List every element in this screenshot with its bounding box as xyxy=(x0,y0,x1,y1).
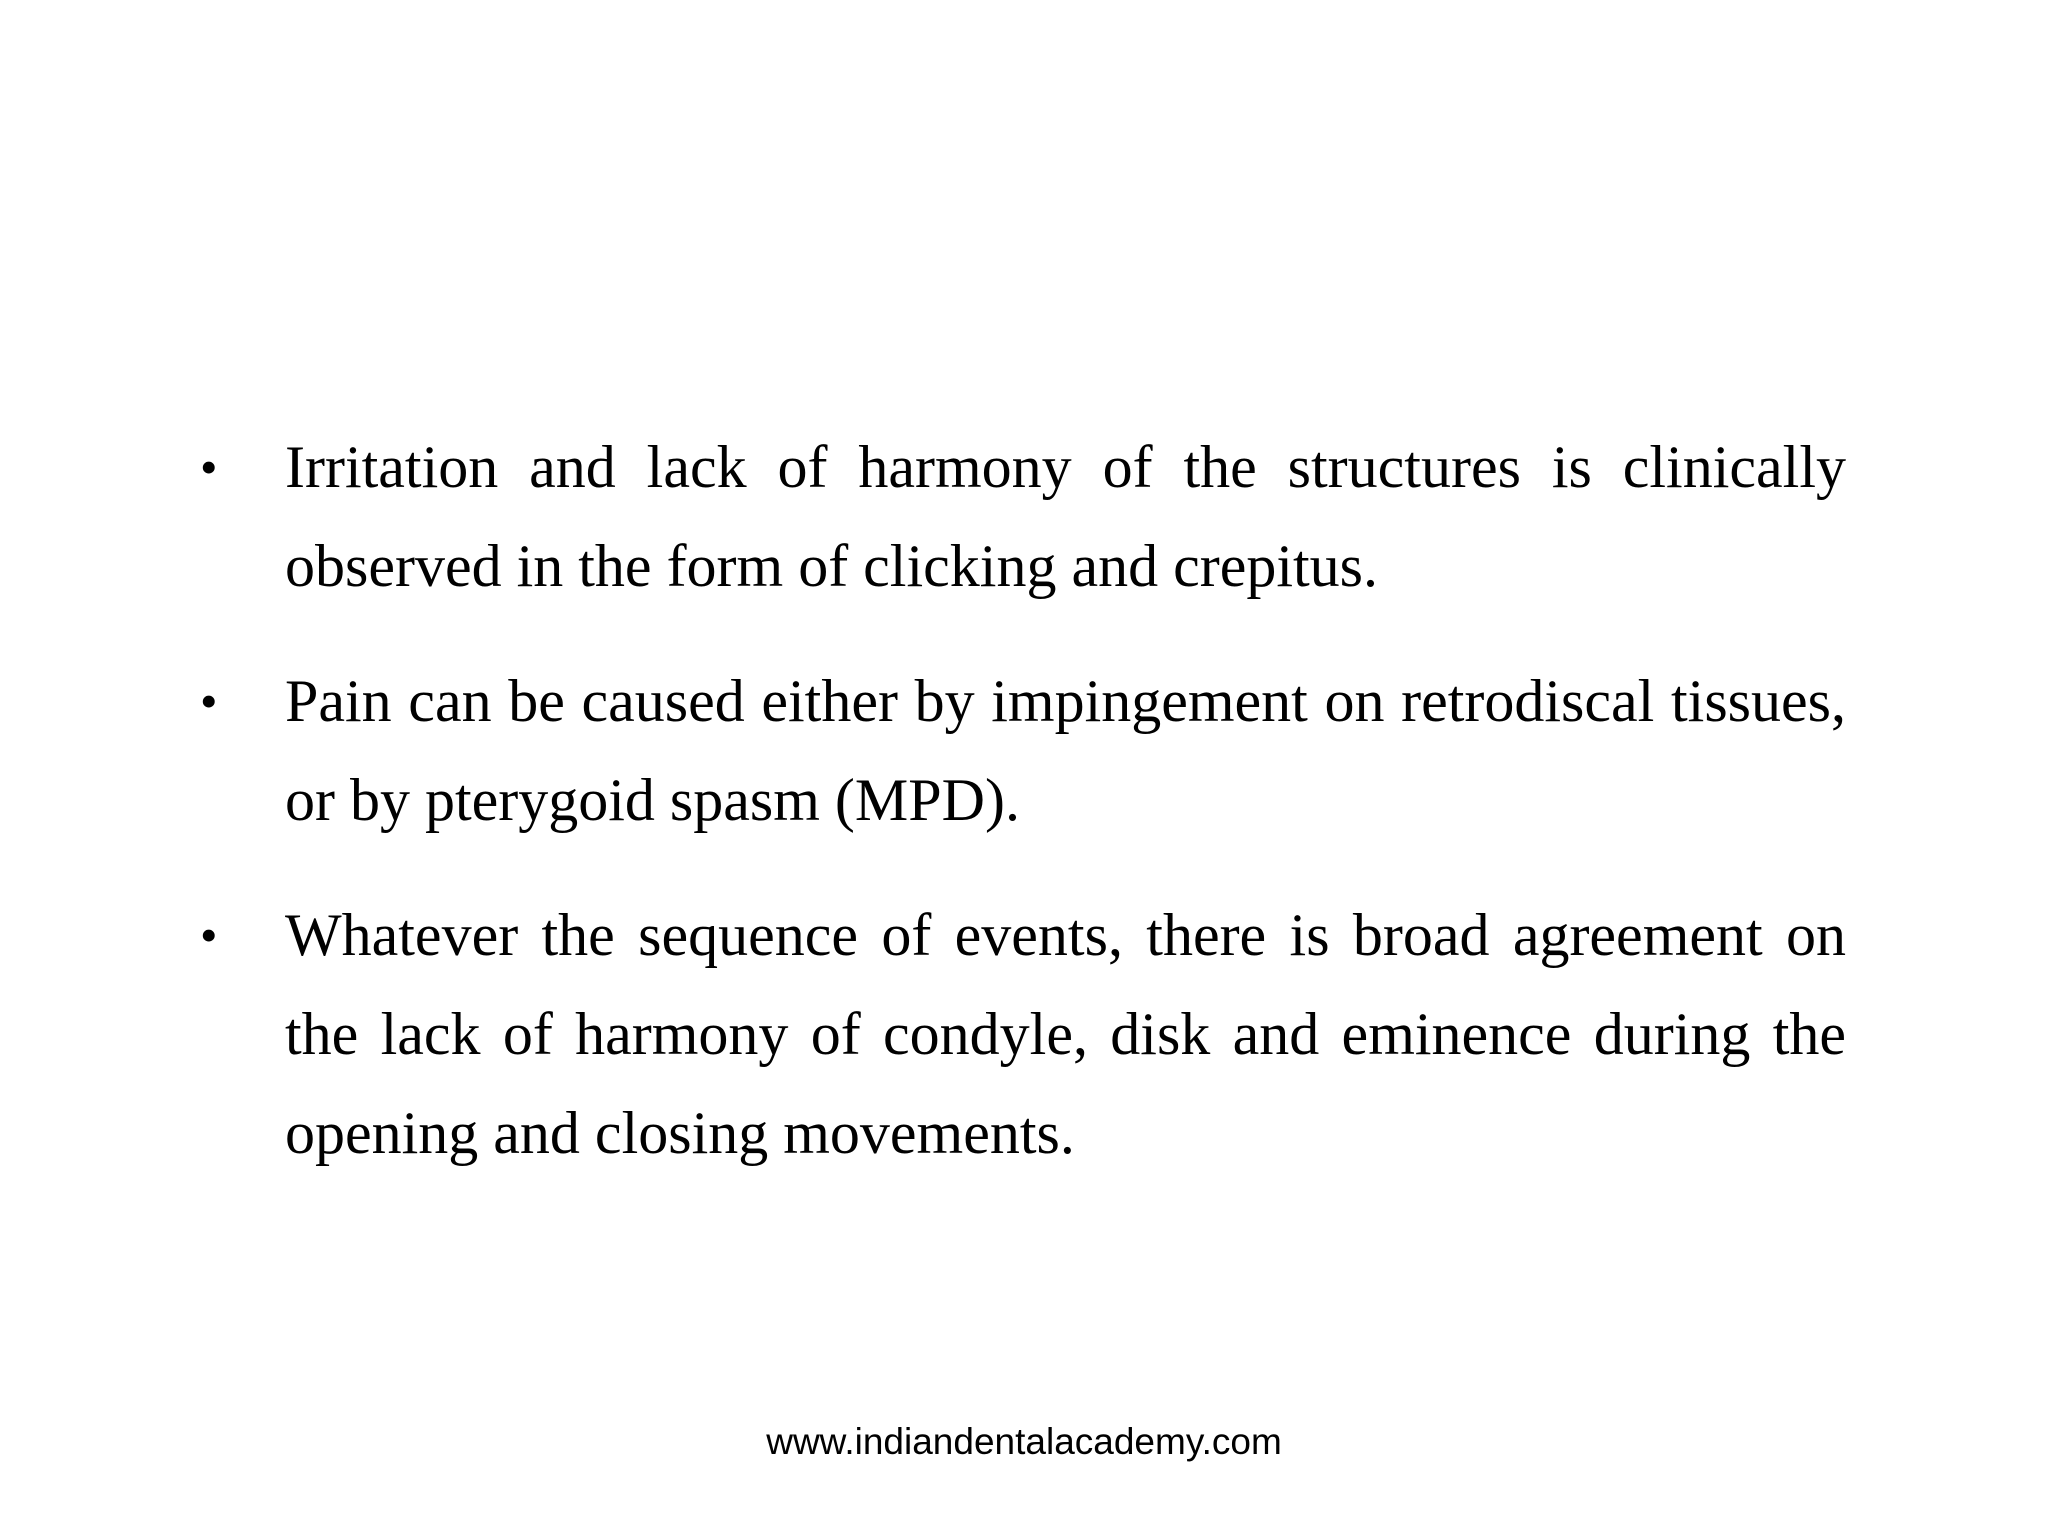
footer-url: www.indiandentalacademy.com xyxy=(766,1421,1282,1462)
bullet-icon: • xyxy=(200,673,218,729)
bullet-item xyxy=(200,418,1846,616)
bullet-icon: • xyxy=(200,907,218,963)
bullet-item xyxy=(200,652,1846,850)
bullet-text: Whatever the sequence of events, there is broad agreement on the lack of harmony of condyle, disk and eminence during the opening and closing movements. xyxy=(285,902,1846,1166)
bullet-text: Irritation and lack of harmony of the structures is clinically observed in the form of clicking and crepitus. xyxy=(285,434,1846,599)
bullet-text: Pain can be caused either by impingement on retrodiscal tissues, or by pterygoid spasm (MPD). xyxy=(285,668,1846,833)
bullet-list xyxy=(200,418,1846,1219)
bullet-icon: • xyxy=(200,439,218,495)
bullet-item xyxy=(200,886,1846,1183)
